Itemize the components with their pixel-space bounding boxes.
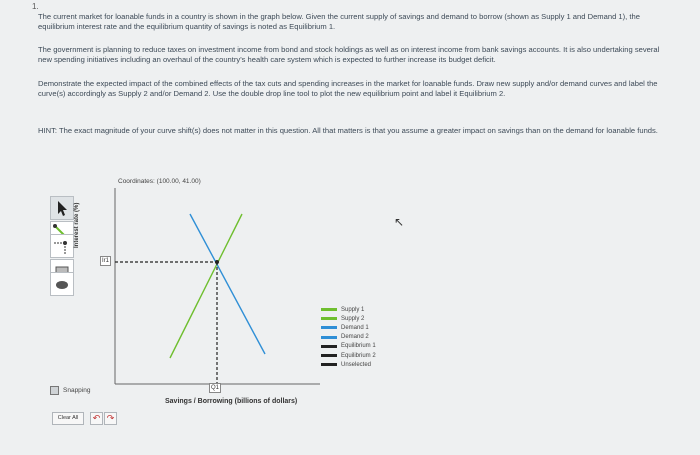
question-paragraph-2: The government is planning to reduce taxes on investment income from bond and stock holdings as well as on interest income from bank savings accounts. It is also undertaking several new spending initiatives including an overhaul of the country's health care system which is expected to further increase its budget deficit. <box>38 45 660 64</box>
legend-label: Supply 1 <box>341 306 365 313</box>
legend-label: Demand 2 <box>341 334 369 341</box>
legend-item-demand-2[interactable] <box>321 333 376 342</box>
clear-all-button[interactable]: Clear All <box>52 412 84 425</box>
fill-icon <box>51 273 73 295</box>
legend-label: Supply 2 <box>341 315 365 322</box>
swatch <box>321 326 337 329</box>
fill-tool[interactable] <box>50 272 74 296</box>
interest-rate-1-label: Ir1 <box>102 258 110 264</box>
snapping-checkbox[interactable] <box>50 386 59 395</box>
legend-item-demand-1[interactable] <box>321 323 376 332</box>
swatch <box>321 363 337 366</box>
question-paragraph-4-hint: HINT: The exact magnitude of your curve shift(s) does not matter in this question. All that matters is that you assume a greater impact on savings than on the demand for loanable funds. <box>38 126 658 135</box>
double-drop-line-icon <box>51 235 73 257</box>
swatch <box>321 354 337 357</box>
redo-icon[interactable]: ↷ <box>104 412 117 425</box>
question-paragraph-3: Demonstrate the expected impact of the combined effects of the tax cuts and spending increases in the market for loanable funds. Draw new supply and/or demand curves and label the curve(s) accordingly as Supply 2 and/or Demand 2. Use the double drop line tool to plot the new equilibrium point and label it Equilibrium 2. <box>38 79 658 98</box>
legend-label: Equilibrium 2 <box>341 352 376 359</box>
question-paragraph-1: The current market for loanable funds in a country is shown in the graph below. Given the current supply of savings and demand to borrow (shown as Supply 1 and Demand 1), the equilibrium interest rate and the equilibrium quantity of savings is noted as Equilibrium 1. <box>38 12 640 31</box>
y-axis-label: Interest rate (%) <box>74 202 80 248</box>
legend-item-unselected[interactable] <box>321 360 376 369</box>
swatch <box>321 317 337 320</box>
swatch <box>321 308 337 311</box>
question-number: 1. <box>32 2 39 11</box>
equilibrium-1-point <box>215 260 219 264</box>
swatch <box>321 336 337 339</box>
x-axis-label: Savings / Borrowing (billions of dollars) <box>165 398 298 405</box>
legend-label: Demand 1 <box>341 324 369 331</box>
undo-icon[interactable]: ↶ <box>90 412 103 425</box>
mouse-cursor-icon: ↖ <box>394 215 405 229</box>
legend-label: Equilibrium 1 <box>341 343 376 350</box>
arrow-select-tool[interactable] <box>50 196 74 220</box>
snapping-toggle[interactable] <box>50 386 90 395</box>
curve-legend <box>321 305 376 369</box>
arrow-select-icon <box>51 197 73 219</box>
coordinates-readout: Coordinates: (100.00, 41.00) <box>118 178 201 185</box>
double-drop-line-tool[interactable] <box>50 234 74 258</box>
snapping-label: Snapping <box>63 387 91 394</box>
legend-item-equilibrium-2[interactable] <box>321 351 376 360</box>
quantity-1-label: Q1 <box>211 385 220 391</box>
loanable-funds-graph[interactable] <box>110 188 320 388</box>
legend-item-equilibrium-1[interactable] <box>321 342 376 351</box>
legend-item-supply-2[interactable] <box>321 314 376 323</box>
swatch <box>321 345 337 348</box>
legend-label: Unselected <box>341 361 372 368</box>
legend-item-supply-1[interactable] <box>321 305 376 314</box>
